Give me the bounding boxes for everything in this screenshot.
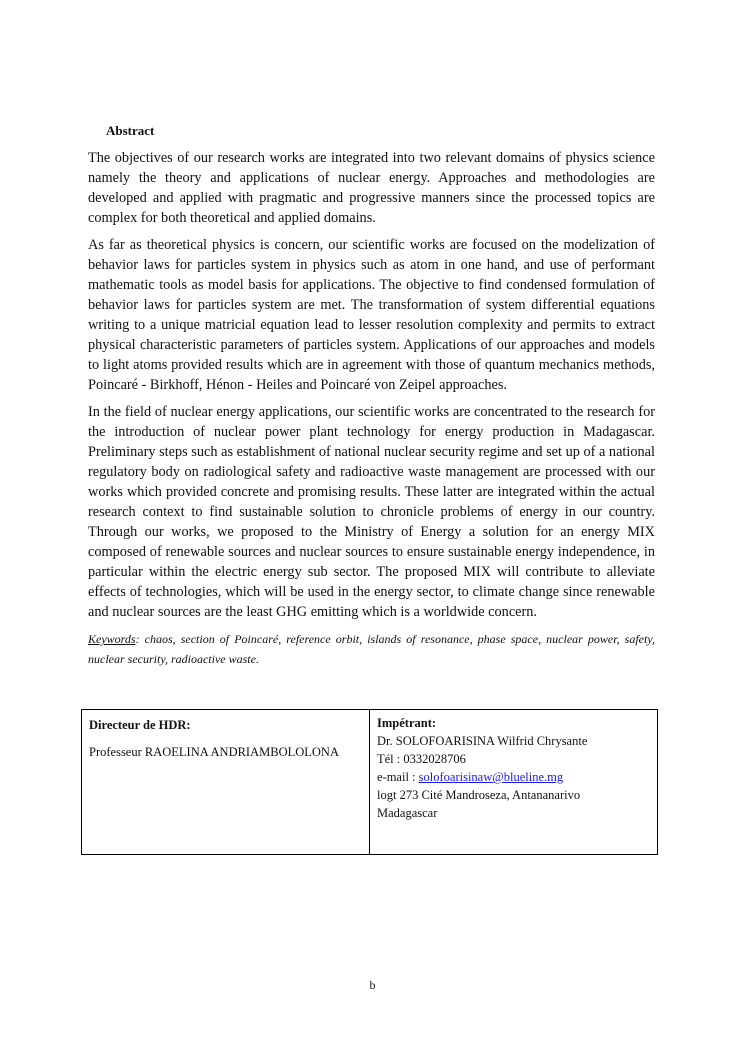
abstract-section	[88, 121, 655, 669]
candidate-name: Dr. SOLOFOARISINA Wilfrid Chrysante	[377, 734, 588, 748]
candidate-email-line	[377, 768, 650, 786]
director-cell	[82, 710, 370, 855]
candidate-country: Madagascar	[377, 806, 438, 820]
keywords-text: : chaos, section of Poincaré, reference orbit, islands of resonance, phase space, nuclear power, safety, nuclear security, radioactive waste.	[88, 632, 655, 666]
director-name: Professeur RAOELINA ANDRIAMBOLOLONA	[89, 745, 339, 759]
page-number: b	[369, 978, 376, 992]
paragraph: As far as theoretical physics is concern, our scientific works are focused on the modelization of behavior laws for particles system in physics such as atom in one hand, and use of performant mathematic tools as model basis for applications. The objective to find condensed formulation of behavior laws for particles system are met. The transformation of system differential equations writing to a unique matricial equation lead to lesser resolution complexity and permits to extract physical characteristic parameters of particles system. Applications of our approaches and models to light atoms provided results which are in agreement with those of quantum mechanics methods, Poincaré - Birkhoff, Hénon - Heiles and Poincaré von Zeipel approaches.	[88, 237, 655, 393]
candidate-title: Impétrant:	[377, 716, 437, 730]
candidate-phone: Tél : 0332028706	[377, 752, 466, 766]
paragraph: In the field of nuclear energy applications, our scientific works are concentrated to the research for the introduction of nuclear power plant technology for energy production in Madagascar. Preliminary steps such as establishment of national nuclear security regime and set up of a national regulatory body on radiological safety and radioactive waste management are processed with our works which provided concrete and promising results. These latter are integrated within the actual research context to find sustainable solution to chronicle problems of energy in our country. Through our works, we proposed to the Ministry of Energy a solution for an energy MIX composed of renewable sources and nuclear sources to ensure sustainable energy independence, in particular within the electric energy sub sector. The proposed MIX will contribute to alleviate effects of technologies, which will be used in the energy sector, to climate change since renewable and nuclear sources are the least GHG emitting which is a worldwide concern.	[88, 404, 655, 620]
info-table	[81, 709, 658, 855]
keywords	[88, 629, 655, 669]
candidate-address: logt 273 Cité Mandroseza, Antananarivo	[377, 788, 581, 802]
email-link[interactable]: solofoarisinaw@blueline.mg	[418, 770, 564, 784]
director-title: Directeur de HDR:	[89, 718, 191, 732]
email-label: e-mail :	[377, 770, 419, 784]
candidate-cell	[370, 710, 658, 855]
paragraph: The objectives of our research works are integrated into two relevant domains of physics science namely the theory and applications of nuclear energy. Approaches and methodologies are developed and applied with pragmatic and progressive manners since the processed topics are complex for both theoretical and applied domains.	[88, 150, 655, 226]
abstract-heading: Abstract	[106, 123, 155, 138]
keywords-label: Keywords	[88, 632, 136, 646]
